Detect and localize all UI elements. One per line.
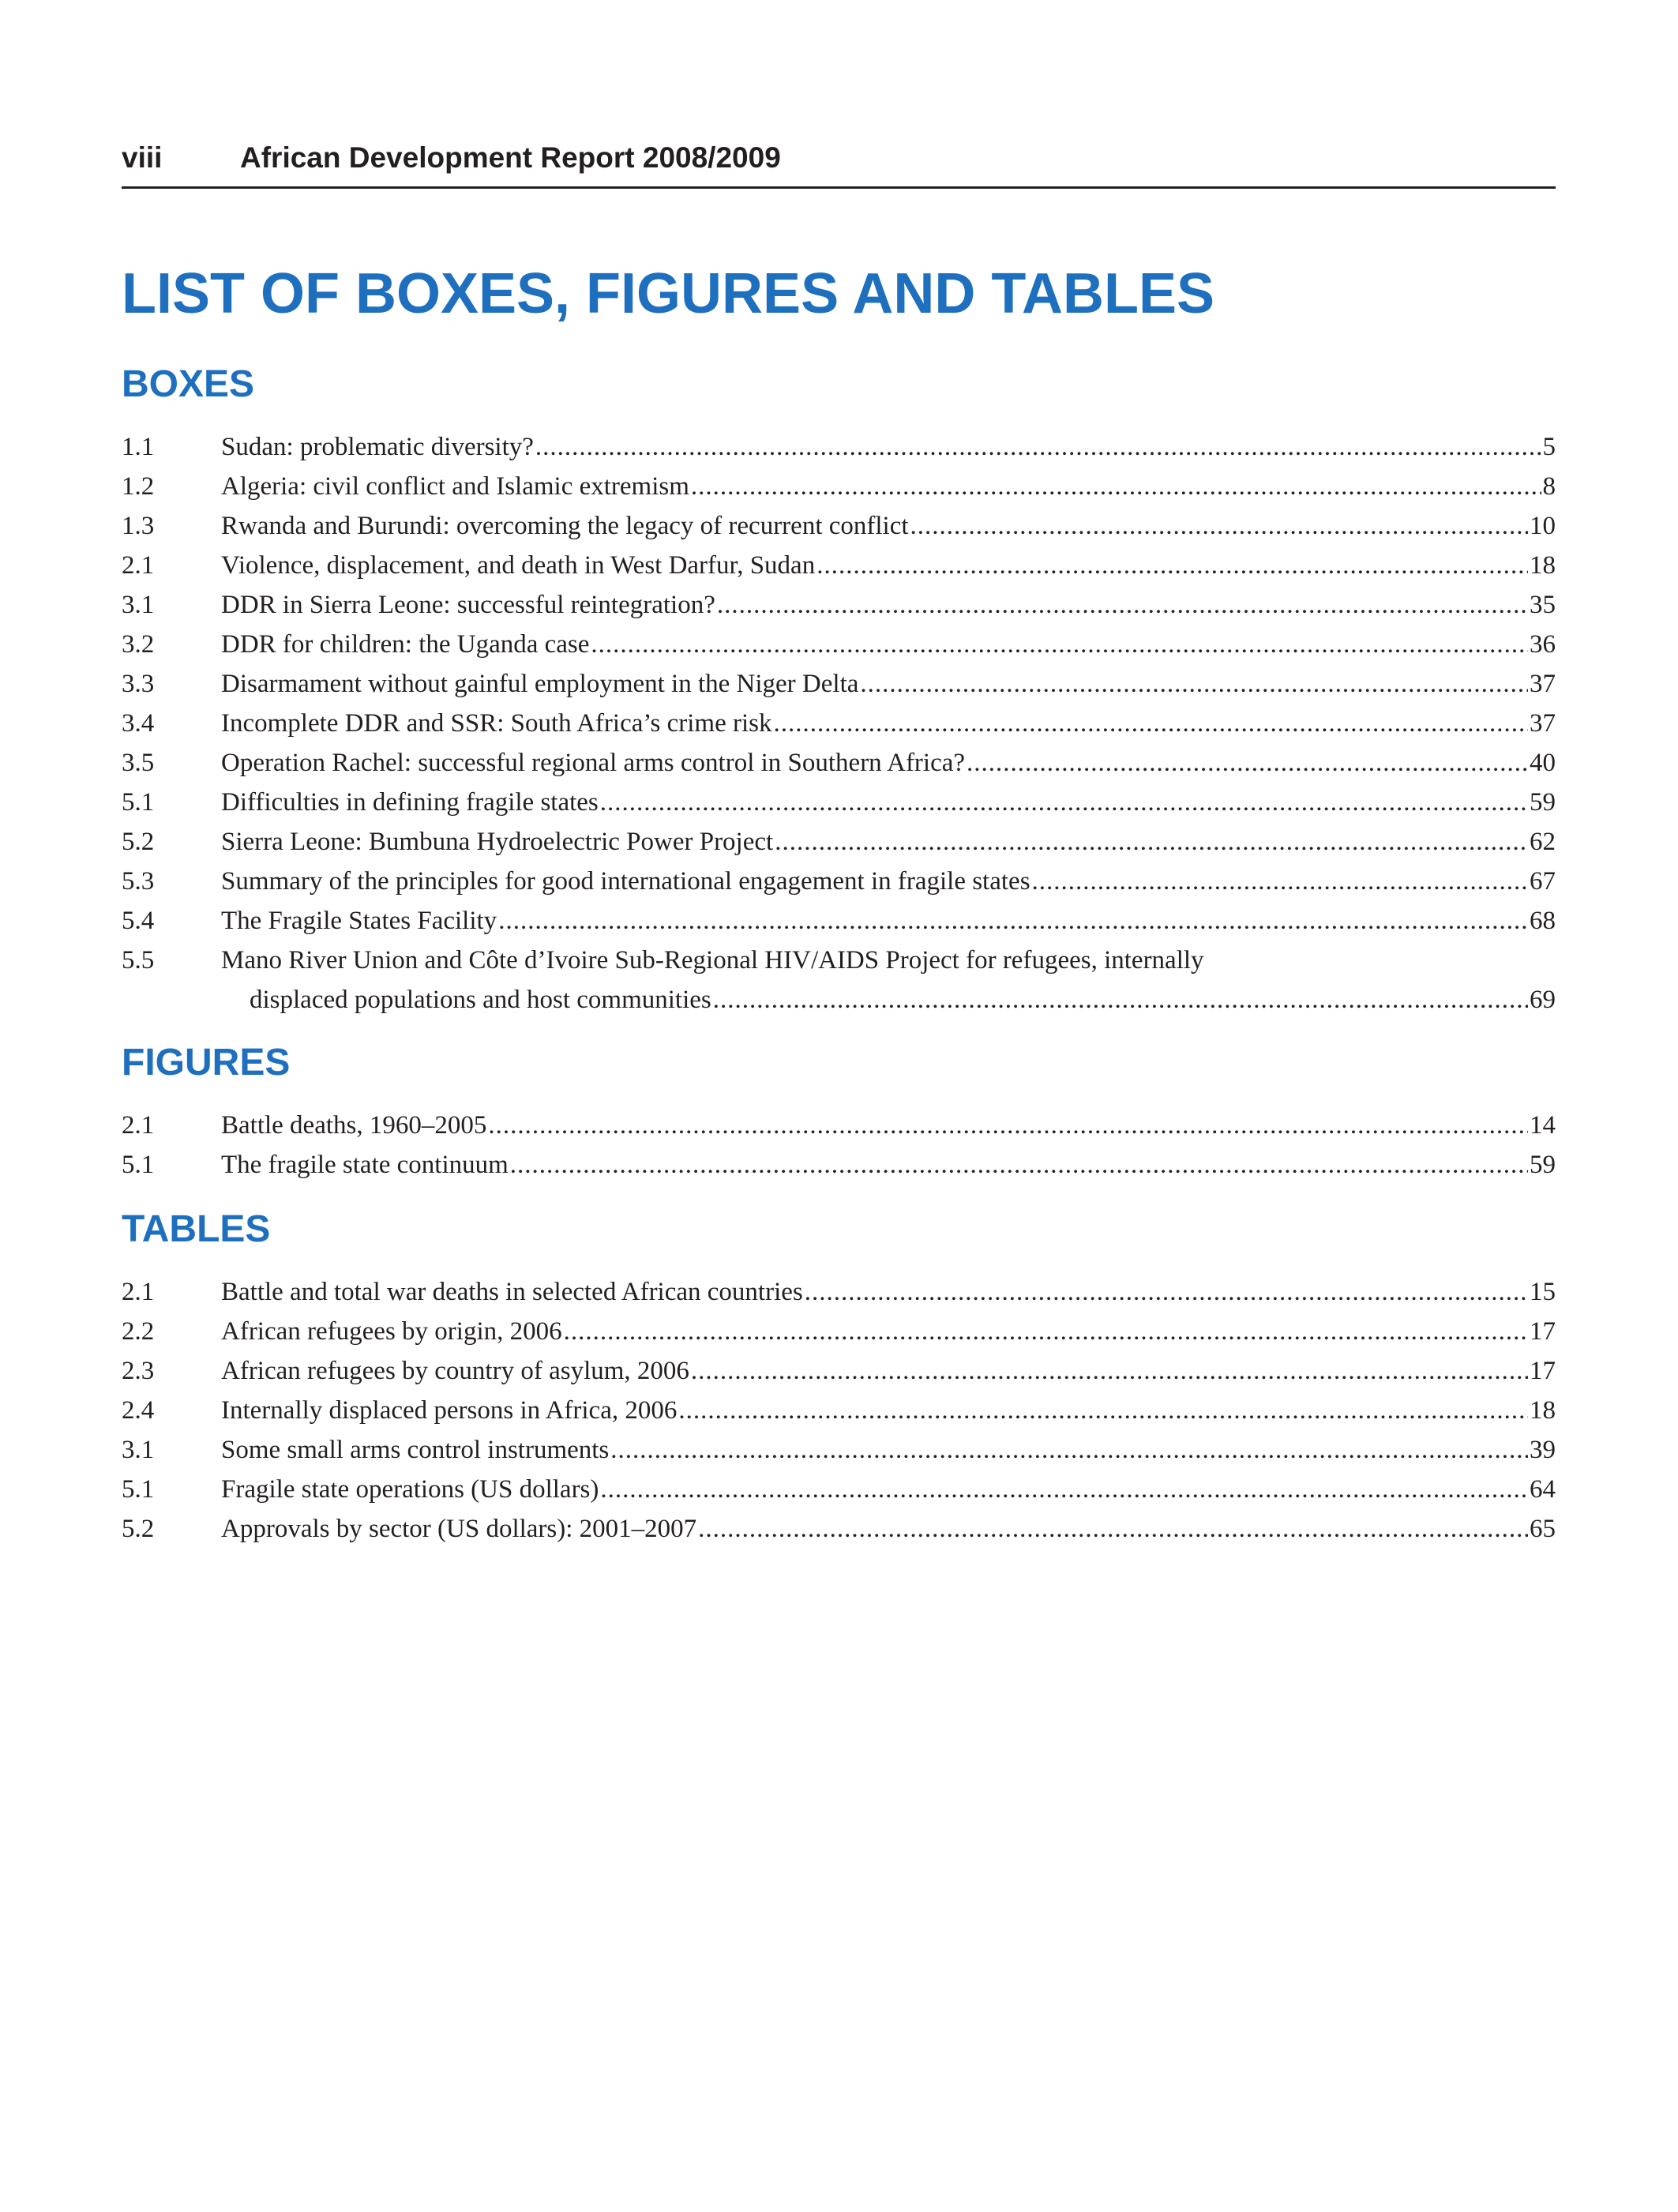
table-entry[interactable]: [122, 1351, 1556, 1391]
entry-number: 5.2: [122, 828, 155, 856]
entry-number: 5.1: [122, 1151, 155, 1179]
box-entry[interactable]: [122, 506, 1556, 546]
table-entry[interactable]: [122, 1312, 1556, 1351]
entry-label: DDR for children: the Uganda case: [221, 630, 590, 659]
entry-label: DDR in Sierra Leone: successful reintegration?: [221, 591, 715, 619]
box-entry[interactable]: [122, 427, 1556, 467]
entry-page: 67: [1530, 867, 1556, 896]
box-entry[interactable]: [122, 822, 1556, 862]
dot-leader: [691, 467, 1541, 506]
entry-label: The Fragile States Facility: [221, 907, 497, 935]
entry-page: 35: [1530, 591, 1556, 619]
entry-label: Some small arms control instruments: [221, 1436, 610, 1464]
dot-leader: [860, 664, 1528, 704]
entry-number: 2.1: [122, 1111, 155, 1140]
entry-label: Disarmament without gainful employment in the Niger Delta: [221, 670, 859, 698]
entry-number: 3.1: [122, 1436, 155, 1464]
dot-leader: [805, 1272, 1528, 1312]
box-entry[interactable]: [122, 901, 1556, 941]
entry-page: 62: [1530, 828, 1556, 856]
entry-number: 5.2: [122, 1515, 155, 1543]
box-entry[interactable]: [122, 664, 1556, 704]
entry-page: 64: [1530, 1475, 1556, 1504]
entry-label: Sierra Leone: Bumbuna Hydroelectric Power Project: [221, 828, 774, 856]
figures-section: [122, 1038, 1556, 1185]
entry-page: 59: [1530, 788, 1556, 817]
running-header: [122, 134, 1556, 189]
box-entry[interactable]: [122, 783, 1556, 822]
table-entry[interactable]: [122, 1272, 1556, 1312]
boxes-section: [122, 359, 1556, 1020]
entry-number: 2.3: [122, 1357, 155, 1385]
entry-label: Violence, displacement, and death in West Darfur, Sudan: [221, 551, 816, 580]
entry-page: 40: [1530, 749, 1556, 777]
entry-number: 3.2: [122, 630, 155, 659]
entry-page: 17: [1530, 1357, 1556, 1385]
entry-number: 5.3: [122, 867, 155, 896]
dot-leader: [910, 506, 1528, 546]
entry-label: The fragile state continuum: [221, 1151, 509, 1179]
entry-number: 3.1: [122, 591, 155, 619]
entry-page: 17: [1530, 1317, 1556, 1346]
dot-leader: [678, 1391, 1528, 1430]
dot-leader: [717, 585, 1528, 625]
entry-number: 5.1: [122, 1475, 155, 1504]
entry-page: 69: [1530, 986, 1556, 1014]
figures-heading: FIGURES: [122, 1042, 291, 1083]
entry-page: 37: [1530, 709, 1556, 738]
entry-number: 1.3: [122, 512, 155, 540]
entry-label: Difficulties in defining fragile states: [221, 788, 599, 817]
entry-number: 1.2: [122, 472, 155, 501]
entry-number: 5.1: [122, 788, 155, 817]
box-entry[interactable]: [122, 546, 1556, 585]
entry-page: 59: [1530, 1151, 1556, 1179]
entry-page: 10: [1530, 512, 1556, 540]
box-entry[interactable]: [122, 585, 1556, 625]
entry-page: 5: [1542, 433, 1556, 461]
dot-leader: [591, 625, 1528, 664]
entry-number: 3.5: [122, 749, 155, 777]
boxes-heading: BOXES: [122, 363, 255, 405]
entry-label: Rwanda and Burundi: overcoming the legacy of recurrent conflict: [221, 512, 909, 540]
entry-label: Fragile state operations (US dollars): [221, 1475, 599, 1504]
dot-leader: [967, 743, 1528, 783]
tables-section: [122, 1204, 1556, 1549]
entry-label-continued: displaced populations and host communities: [250, 986, 711, 1014]
entry-page: 37: [1530, 670, 1556, 698]
entry-number: 1.1: [122, 433, 155, 461]
box-entry[interactable]: [122, 862, 1556, 901]
tables-heading: TABLES: [122, 1208, 271, 1250]
entry-page: 39: [1530, 1436, 1556, 1464]
dot-leader: [691, 1351, 1528, 1391]
entry-label: Sudan: problematic diversity?: [221, 433, 534, 461]
entry-number: 2.1: [122, 551, 155, 580]
entry-page: 8: [1542, 472, 1556, 501]
dot-leader: [774, 704, 1529, 743]
figure-entry[interactable]: [122, 1145, 1556, 1185]
table-entry[interactable]: [122, 1391, 1556, 1430]
table-entry[interactable]: [122, 1509, 1556, 1549]
box-entry[interactable]: [122, 467, 1556, 506]
table-entry[interactable]: [122, 1470, 1556, 1509]
entry-number: 3.4: [122, 709, 155, 738]
header-page-number: viii: [122, 141, 163, 174]
entry-number: 2.2: [122, 1317, 155, 1346]
entry-label: Battle deaths, 1960–2005: [221, 1111, 487, 1140]
entry-label: Incomplete DDR and SSR: South Africa’s crime risk: [221, 709, 772, 738]
entry-number: 5.5: [122, 946, 155, 975]
entry-page: 65: [1530, 1515, 1556, 1543]
table-entry[interactable]: [122, 1430, 1556, 1470]
page-title: LIST OF BOXES, FIGURES AND TABLES: [122, 262, 1215, 325]
figure-entry[interactable]: [122, 1106, 1556, 1145]
entry-number: 2.4: [122, 1396, 155, 1425]
box-entry[interactable]: [122, 941, 1556, 1020]
entry-page: 36: [1530, 630, 1556, 659]
entry-label: African refugees by country of asylum, 2006: [221, 1357, 689, 1385]
box-entry[interactable]: [122, 704, 1556, 743]
entry-number: 2.1: [122, 1278, 155, 1306]
dot-leader: [488, 1106, 1528, 1145]
dot-leader: [498, 901, 1528, 941]
entry-page: 15: [1530, 1278, 1556, 1306]
dot-leader: [698, 1509, 1528, 1549]
entry-page: 18: [1530, 1396, 1556, 1425]
entry-page: 18: [1530, 551, 1556, 580]
dot-leader: [510, 1145, 1528, 1185]
entry-page: 14: [1530, 1111, 1556, 1140]
entry-label: Mano River Union and Côte d’Ivoire Sub-Regional HIV/AIDS Project for refugees, internally: [221, 946, 1204, 975]
entry-label: Algeria: civil conflict and Islamic extremism: [221, 472, 689, 501]
dot-leader: [600, 783, 1528, 822]
dot-leader: [1032, 862, 1528, 901]
dot-leader: [816, 546, 1528, 585]
entry-label: Operation Rachel: successful regional arms control in Southern Africa?: [221, 749, 966, 777]
entry-label: African refugees by origin, 2006: [221, 1317, 562, 1346]
header-report-title: African Development Report 2008/2009: [240, 141, 781, 174]
dot-leader: [535, 427, 1541, 467]
entry-number: 5.4: [122, 907, 155, 935]
box-entry[interactable]: [122, 743, 1556, 783]
box-entry[interactable]: [122, 625, 1556, 664]
entry-number: 3.3: [122, 670, 155, 698]
dot-leader: [713, 980, 1528, 1020]
dot-leader: [600, 1470, 1528, 1509]
dot-leader: [564, 1312, 1528, 1351]
entry-label: Summary of the principles for good international engagement in fragile states: [221, 867, 1030, 896]
entry-page: 68: [1530, 907, 1556, 935]
entry-label: Internally displaced persons in Africa, 2006: [221, 1396, 678, 1425]
dot-leader: [775, 822, 1528, 862]
entry-label: Battle and total war deaths in selected African countries: [221, 1278, 803, 1306]
dot-leader: [610, 1430, 1528, 1470]
entry-label: Approvals by sector (US dollars): 2001–2007: [221, 1515, 697, 1543]
